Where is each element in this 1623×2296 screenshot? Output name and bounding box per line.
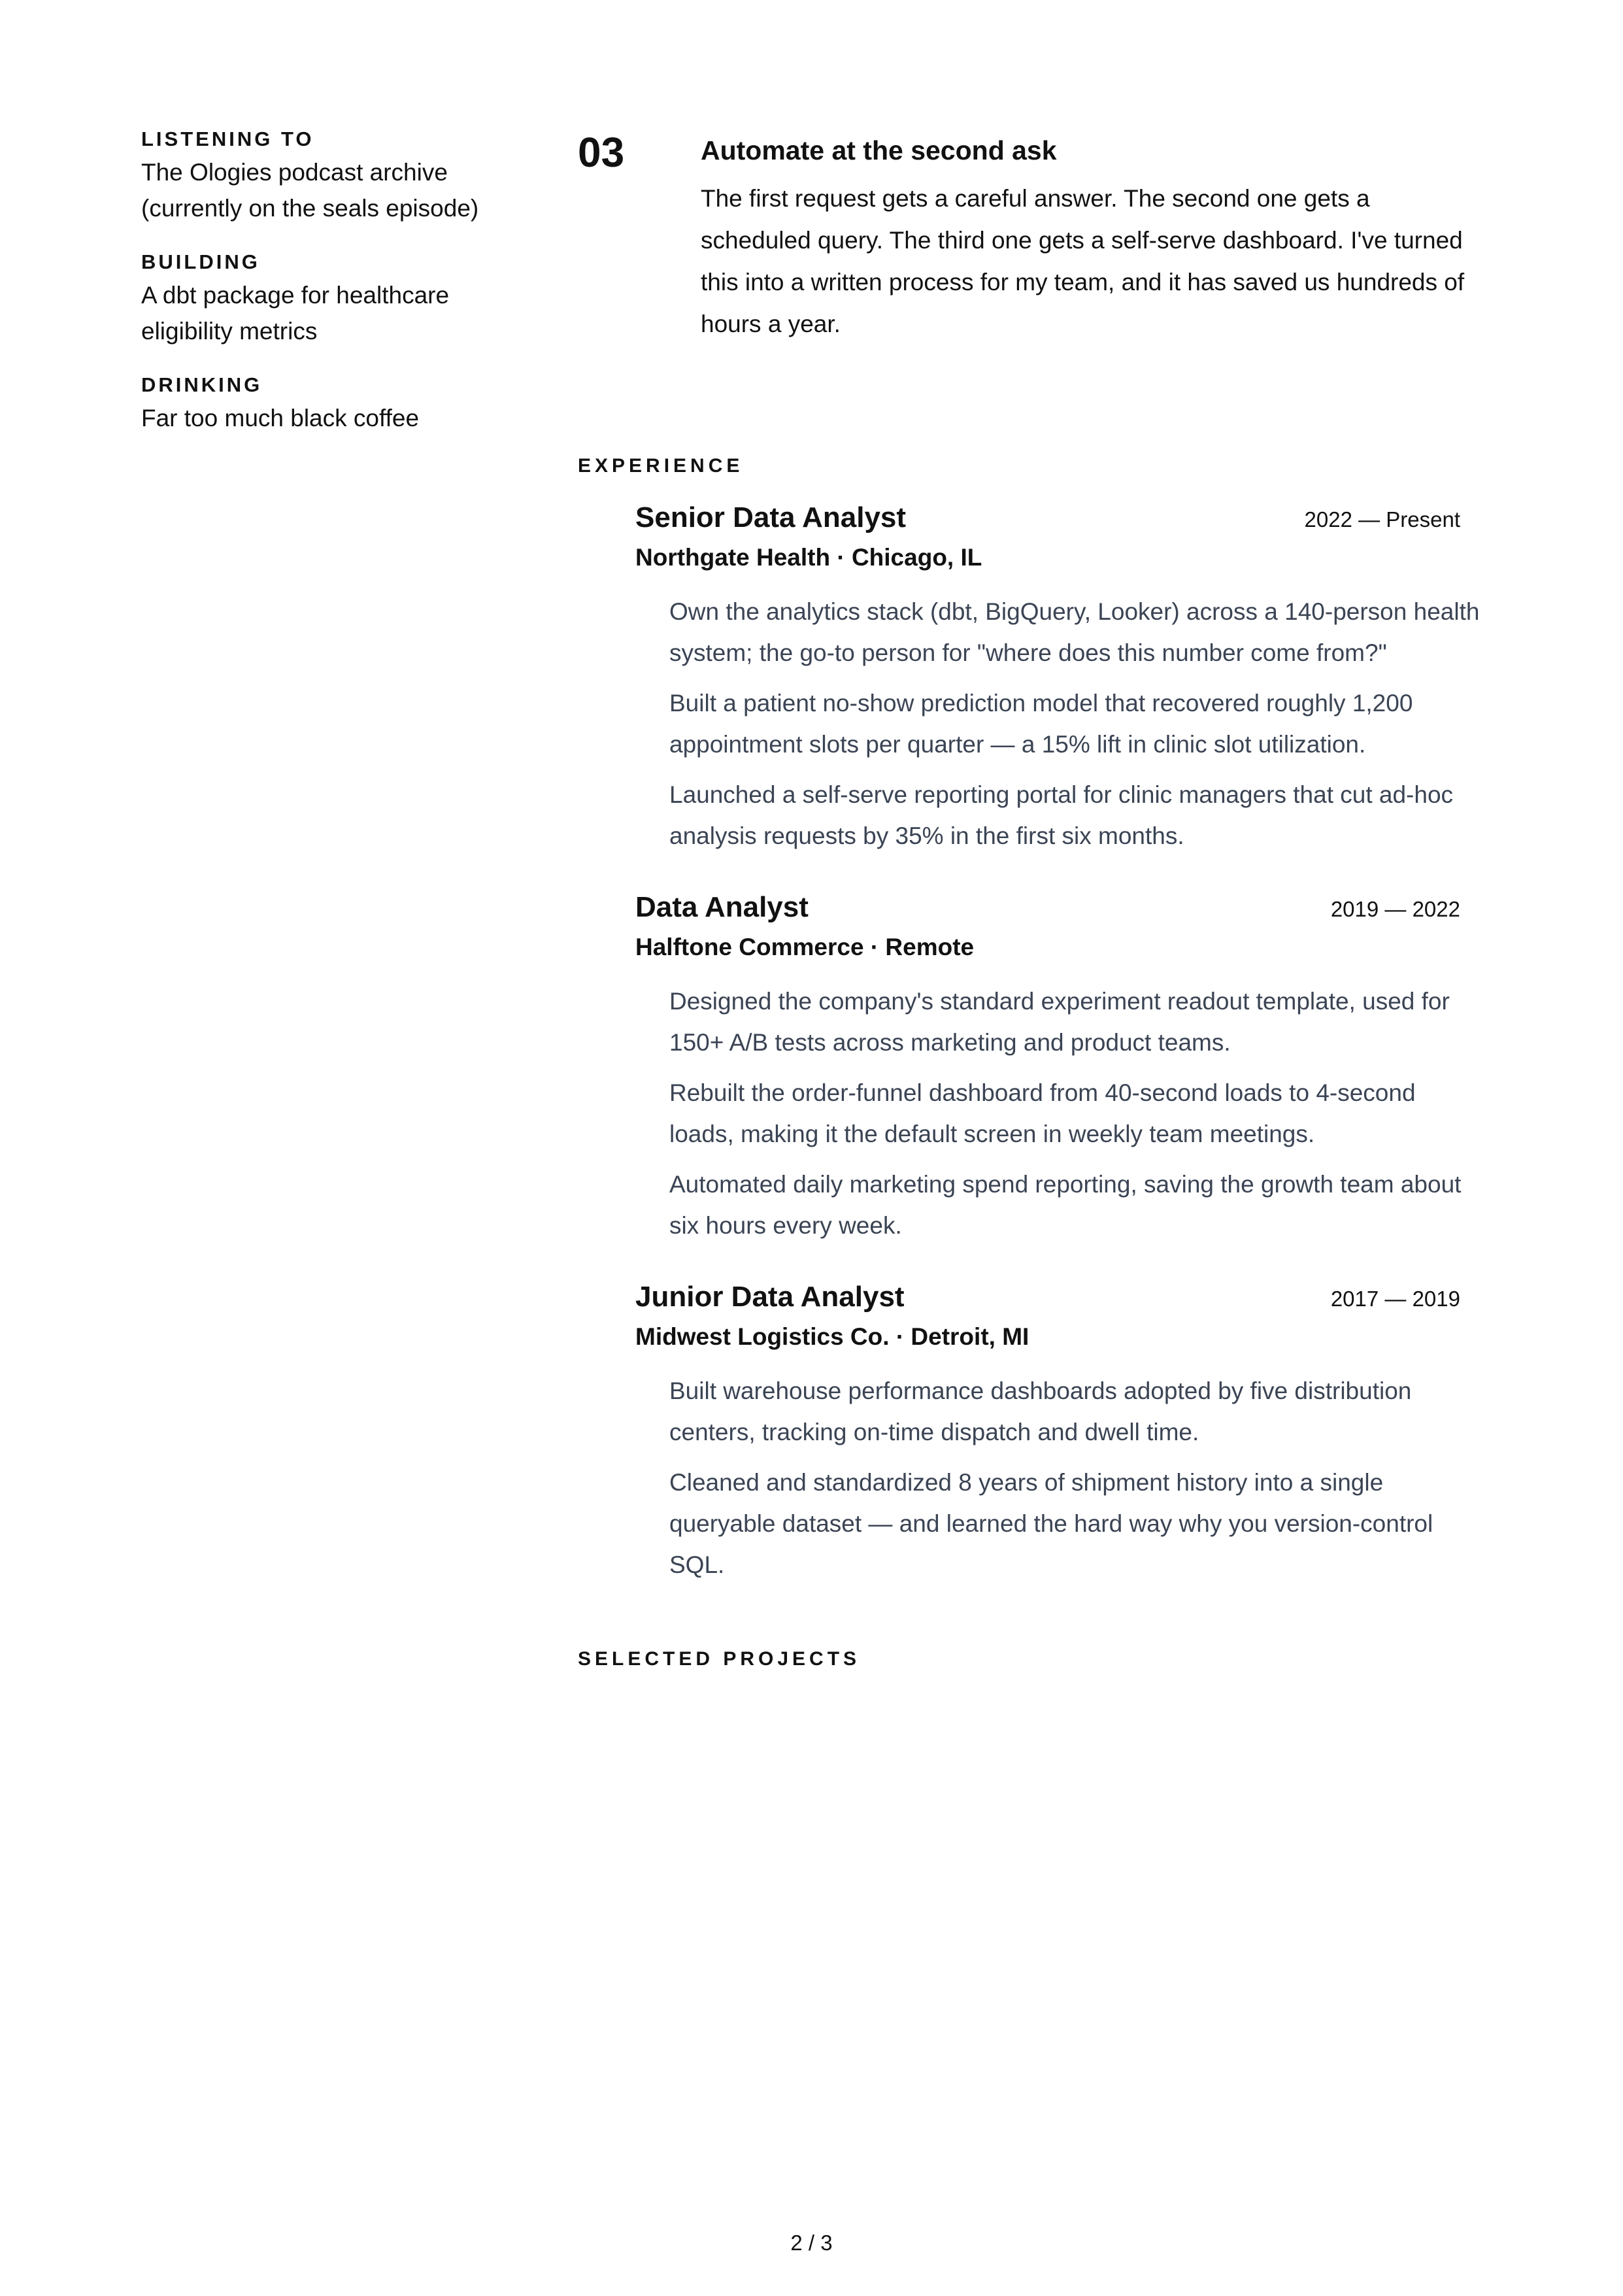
- job-bullet: Rebuilt the order-funnel dashboard from 40-second loads to 4-second loads, making it the default screen in weekly team meetings.: [669, 1079, 1416, 1147]
- sidebar-label: DRINKING: [141, 373, 263, 396]
- job-bullet: Designed the company's standard experiment readout template, used for 150+ A/B tests across marketing and product teams.: [669, 988, 1450, 1056]
- sidebar-text: The Ologies podcast archive (currently on the seals episode): [141, 159, 479, 222]
- job-bullet: Launched a self-serve reporting portal for clinic managers that cut ad-hoc analysis requests by 35% in the first six months.: [669, 781, 1454, 849]
- sidebar-text: Far too much black coffee: [141, 405, 420, 431]
- job-dates: 2019 — 2022: [1330, 897, 1460, 921]
- sidebar-label: BUILDING: [141, 250, 260, 273]
- job-title: Data Analyst: [635, 891, 809, 923]
- principle-text: The first request gets a careful answer. The second one gets a scheduled query. The third one gets a self-serve dashboard. I've turned this into a written process for my team, and it has saved us hundreds of hours a year.: [701, 185, 1465, 337]
- principle-body: [701, 132, 1472, 345]
- job-organization: Northgate Health · Chicago, IL: [635, 544, 982, 571]
- principle-title: Automate at the second ask: [701, 135, 1057, 165]
- sidebar-label: LISTENING TO: [141, 127, 314, 150]
- job-bullet: Built a patient no-show prediction model that recovered roughly 1,200 appointment slots per quarter — a 15% lift in clinic slot utilization.: [669, 690, 1413, 758]
- sidebar-text: A dbt package for healthcare eligibility metrics: [141, 282, 450, 345]
- job-organization: Halftone Commerce · Remote: [635, 934, 975, 960]
- job-entry: [635, 1276, 1506, 1585]
- job-header: [635, 886, 1460, 928]
- experience-section: [578, 451, 1506, 1585]
- job-title: Junior Data Analyst: [635, 1281, 905, 1313]
- job-bullets: [635, 981, 1480, 1246]
- job-bullet: Cleaned and standardized 8 years of shipment history into a single queryable dataset — and learned the hard way why you version-control SQL.: [669, 1469, 1433, 1578]
- job-bullet: Built warehouse performance dashboards adopted by five distribution centers, tracking on-time dispatch and dwell time.: [669, 1377, 1412, 1445]
- sidebar-block-building: [141, 247, 507, 349]
- job-header: [635, 1276, 1460, 1318]
- projects-heading: SELECTED PROJECTS: [578, 1648, 861, 1670]
- sidebar-block-drinking: [141, 370, 507, 436]
- projects-section: [578, 1644, 1506, 1674]
- job-dates: 2017 — 2019: [1330, 1287, 1460, 1311]
- job-organization: Midwest Logistics Co. · Detroit, MI: [635, 1323, 1029, 1350]
- job-bullets: [635, 591, 1480, 856]
- sidebar-block-listening: [141, 124, 507, 226]
- job-dates: 2022 — Present: [1304, 507, 1460, 532]
- page-number: 2 / 3: [790, 2231, 833, 2255]
- main-column: [578, 124, 1506, 1674]
- principle-number: 03: [578, 129, 625, 176]
- job-title: Senior Data Analyst: [635, 501, 907, 533]
- principle: [578, 124, 1506, 451]
- job-header: [635, 497, 1460, 539]
- sidebar: [141, 124, 507, 457]
- job-bullets: [635, 1370, 1480, 1585]
- experience-heading: EXPERIENCE: [578, 455, 744, 477]
- job-entry: [635, 886, 1506, 1246]
- job-entry: [635, 497, 1506, 856]
- job-bullet: Own the analytics stack (dbt, BigQuery, Looker) across a 140-person health system; the go-to person for "where does this number come from?": [669, 598, 1480, 666]
- job-list: [578, 497, 1506, 1585]
- job-bullet: Automated daily marketing spend reporting, saving the growth team about six hours every week.: [669, 1171, 1462, 1239]
